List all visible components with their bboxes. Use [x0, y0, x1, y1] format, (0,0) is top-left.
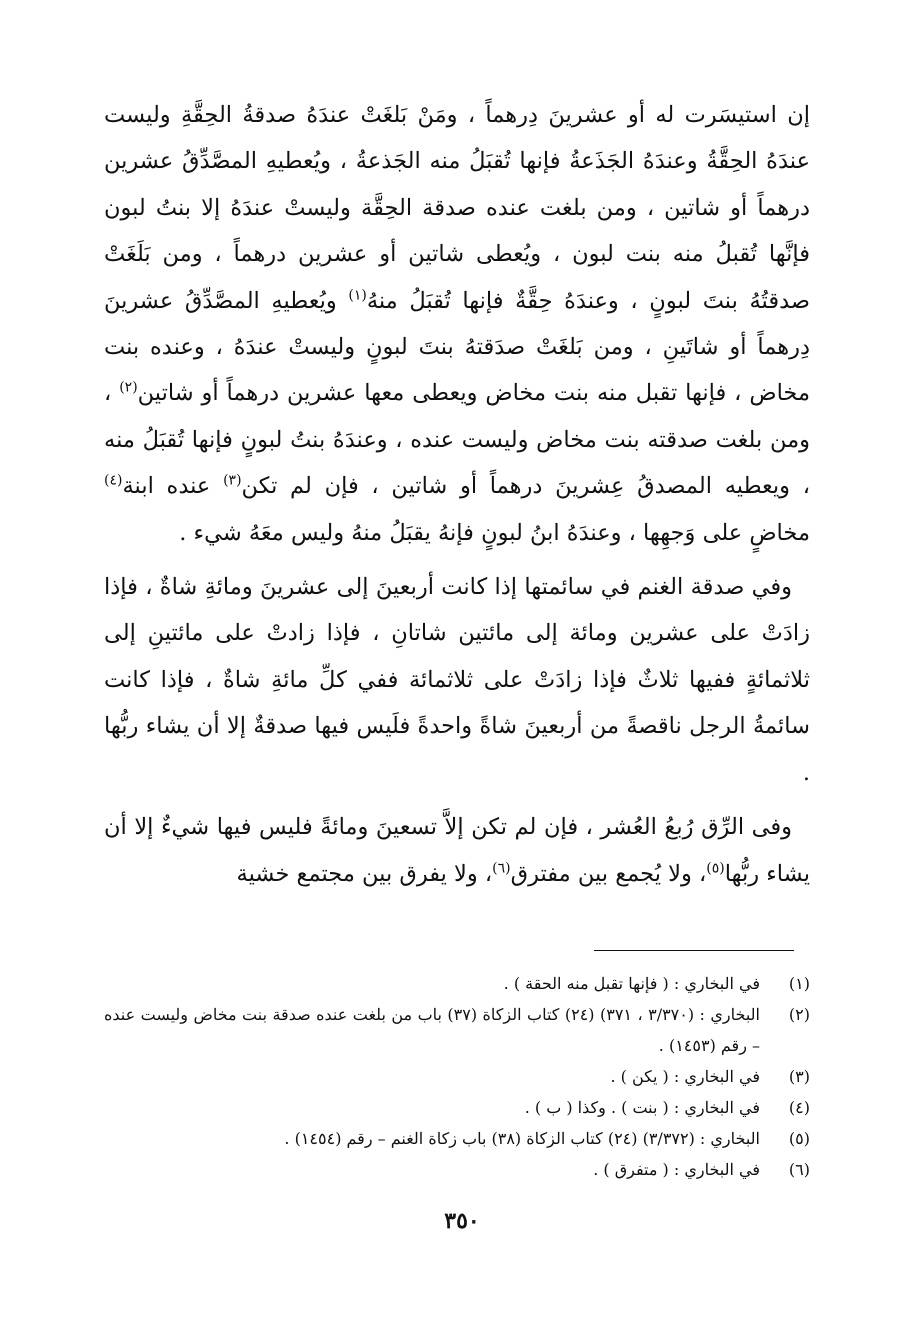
- footnotes: [104, 968, 810, 1185]
- text-run: ، ومن بلغت صدقته بنت مخاض وليست عنده ، وعندَهُ بنتُ لبونٍ فإنها تُقبَلُ منه ، ويعطيه المصدقُ عِشرينَ درهماً أو شاتين ، فإن لم تكن: [104, 380, 810, 500]
- footnote-number: (٤): [788, 1098, 810, 1117]
- main-text: [104, 92, 810, 897]
- text-run: ويُعطيهِ المصَّدِّقُ عشرينَ دِرهماً أو شاتَينِ ، ومن بَلغَتْ صدَقتهُ بنتَ لبونٍ وليستْ عندَهُ ، وعنده بنت مخاض ، فإنها تقبل منه بنت مخاض ويعطى معها عشرين درهماً أو شاتين: [104, 287, 810, 407]
- footnote-separator: [594, 950, 794, 951]
- footnote-ref-6[interactable]: (٦): [492, 860, 511, 876]
- footnote-number: (٥): [788, 1129, 810, 1148]
- footnote-1: [104, 968, 810, 999]
- footnote-text: في البخاري : ( متفرق ) .: [593, 1160, 760, 1179]
- footnote-ref-3[interactable]: (٣): [223, 472, 242, 489]
- footnote-ref-2[interactable]: (٢): [119, 379, 138, 396]
- text-run: ، ولا يفرق بين مجتمع خشية: [236, 860, 493, 887]
- page-number: ٣٥٠: [444, 1208, 480, 1234]
- footnote-text: البخاري : (٣/٣٧٠ ، ٣٧١) (٢٤) كتاب الزكاة (٣٧) باب من بلغت عنده صدقة بنت مخاض وليست عنده – رقم (١٤٥٣) .: [104, 1005, 760, 1055]
- text-run: وفى الرِّق رُبعُ العُشر ، فإن لم تكن إلاَّ تسعينَ ومائةً فليس فيها شيءٌ إلا أن يشاء ربُّها: [104, 814, 810, 887]
- footnote-ref-4[interactable]: (٤): [104, 472, 123, 489]
- footnote-number: (٣): [788, 1067, 810, 1086]
- footnote-4: [104, 1092, 810, 1123]
- text-run: ، ولا يُجمع بين مفترق: [510, 860, 707, 887]
- footnote-ref-1[interactable]: (١): [348, 287, 367, 304]
- paragraph-camel-zakat: [104, 92, 810, 556]
- footnote-number: (٢): [788, 1005, 810, 1024]
- footnote-5: [104, 1123, 810, 1154]
- footnote-number: (٦): [788, 1160, 810, 1179]
- text-run: إن استيسَرت له أو عشرينَ دِرهماً ، ومَنْ بَلغَتْ عندَهُ صدقةُ الحِقَّةِ وليست عندَهُ الحِقَّةُ وعندَهُ الجَذَعةُ فإنها تُقبَلُ منه الجَذعةُ ، ويُعطيهِ المصَّدِّقُ عشرين درهماً أو شاتين ، ومن بلغت عنده صدقة الحِقَّة وليستْ عندَهُ إلا بنتُ لبون فإنَّها تُقبلُ منه بنت لبون ، ويُعطى شاتين أو عشرين درهماً ، ومن بَلَغَتْ صدقتُهُ بنتَ لبونٍ ، وعندَهُ حِقَّةٌ فإنها تُقبَلُ منهُ: [104, 102, 810, 314]
- footnote-text: في البخاري : ( يكن ) .: [610, 1067, 760, 1086]
- footnote-text: البخاري : (٣/٣٧٢) (٢٤) كتاب الزكاة (٣٨) باب زكاة الغنم – رقم (١٤٥٤) .: [284, 1129, 760, 1148]
- text-run: عنده ابنة: [122, 473, 224, 500]
- footnote-6: [104, 1154, 810, 1185]
- paragraph-silver-zakat: [104, 804, 810, 897]
- paragraph-sheep-zakat: وفي صدقة الغنم في سائمتها إذا كانت أربعينَ إلى عشرينَ ومائةِ شاةٌ ، فإذا زادَتْ على عشرين ومائة إلى مائتين شاتانِ ، فإذا زادتْ على مائتينِ إلى ثلاثمائةٍ ففيها ثلاثٌ فإذا زادَتْ على ثلاثمائة ففي كلِّ مائةِ شاةٌ ، فإذا كانت سائمةُ الرجل ناقصةً من أربعينَ شاةً واحدةً فلَيس فيها صدقةٌ إلا أن يشاء ربُّها .: [104, 574, 810, 786]
- footnote-text: في البخاري : ( بنت ) . وكذا ( ب ) .: [524, 1098, 760, 1117]
- footnote-2: [104, 999, 810, 1061]
- footnote-text: في البخاري : ( فإنها تقبل منه الحقة ) .: [503, 974, 760, 993]
- footnote-ref-5[interactable]: (٥): [706, 860, 725, 876]
- text-run: مخاضٍ على وَجهِها ، وعندَهُ ابنُ لبونٍ فإنهُ يقبَلُ منهُ وليس معَهُ شيء .: [179, 519, 810, 546]
- footnote-3: [104, 1061, 810, 1092]
- footnote-number: (١): [788, 974, 810, 993]
